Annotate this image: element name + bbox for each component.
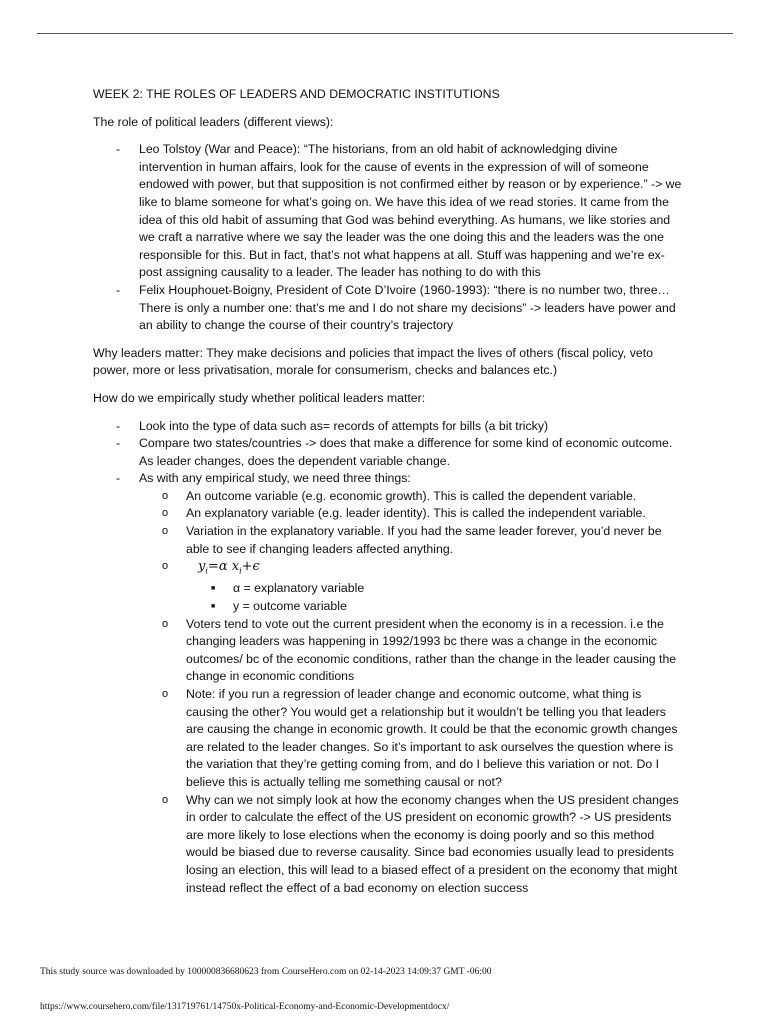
method-compare-states: - Compare two states/countries -> does that make a difference for some kind of economic outcome. As leader changes, does the dependent variable change. bbox=[93, 435, 683, 470]
voters-note: o Voters tend to vote out the current president when the economy is in a recession. i.e the changing leaders was happening in 1992/1993 bc there was a change in the economic outcomes/ bc of the economic conditions, rather than the change in the leader causing the change in economic conditions bbox=[139, 616, 683, 686]
formula-item bbox=[139, 558, 683, 615]
document-body bbox=[93, 86, 683, 907]
download-notice: This study source was downloaded by 100000836680623 from CourseHero.com on 02-14-2023 14:09:37 GMT -06:00 bbox=[40, 967, 492, 977]
views-list bbox=[93, 141, 683, 335]
intro-paragraph: The role of political leaders (different views): bbox=[93, 114, 334, 129]
regression-formula bbox=[186, 559, 260, 574]
explanatory-variable-item: o An explanatory variable (e.g. leader identity). This is called the independent variable. bbox=[139, 505, 683, 523]
outcome-variable-item: o An outcome variable (e.g. economic growth). This is called the dependent variable. bbox=[139, 488, 683, 506]
regression-note: o Note: if you run a regression of leader change and economic outcome, what thing is causing the other? You would get a relationship but it wouldn’t be telling you that leaders are causing the change in economic growth. It could be that the economic growth changes are related to the leader changes. So it’s important to ask ourselves the question where is the variation that they’re getting coming from, and do I believe this variation or not. Do I believe this is actually telling me something causal or not? bbox=[139, 686, 683, 792]
variation-item: o Variation in the explanatory variable. If you had the same leader forever, you’d never be able to see if changing leaders affected anything. bbox=[139, 523, 683, 558]
formula-alpha-x: =α x bbox=[207, 559, 240, 575]
why-leaders-matter: Why leaders matter: They make decisions and policies that impact the lives of others (fiscal policy, veto power, more or less privatisation, morale for consumerism, checks and balances etc.) bbox=[93, 345, 653, 378]
y-definition: ■ y = outcome variable bbox=[186, 598, 683, 616]
method-three-things bbox=[93, 470, 683, 897]
method-data-records: - Look into the type of data such as= records of attempts for bills (a bit tricky) bbox=[93, 418, 683, 436]
formula-epsilon: +ϵ bbox=[241, 559, 260, 575]
us-president-note: o Why can we not simply look at how the economy changes when the US president changes in order to calculate the effect of the US president on economic growth? -> US presidents are more likely to lose elections when the economy is doing poorly and so this method would be biased due to reverse causality. Since bad economies usually lead to presidents losing an election, this will lead to a biased effect of a president on the economy that might instead reflect the effect of a bad economy on election success bbox=[139, 792, 683, 898]
view-houphouet-boigny: - Felix Houphouet-Boigny, President of Cote D’Ivoire (1960-1993): “there is no number two, three…There is only a number one: that’s me and I do not share my decisions” -> leaders have power and an ability to change the course of their country’s trajectory bbox=[93, 282, 683, 335]
formula-y: y bbox=[198, 559, 206, 575]
document-title: WEEK 2: THE ROLES OF LEADERS AND DEMOCRATIC INSTITUTIONS bbox=[93, 87, 500, 101]
source-url[interactable]: https://www.coursehero.com/file/131719761/14750x-Political-Economy-and-Economic-Developmentdocx/ bbox=[40, 1002, 450, 1012]
formula-definitions bbox=[186, 580, 683, 615]
alpha-definition: ■ α = explanatory variable bbox=[186, 580, 683, 598]
methods-list bbox=[93, 418, 683, 898]
formula-y-subscript: i bbox=[205, 566, 208, 576]
three-things-list bbox=[139, 488, 683, 897]
header-rule bbox=[37, 33, 733, 34]
formula-x-subscript: i bbox=[239, 566, 242, 576]
view-tolstoy: - Leo Tolstoy (War and Peace): “The historians, from an old habit of acknowledging divine intervention in human affairs, look for the cause of events in the expression of will of someone endowed with power, but that supposition is not confirmed either by reason or by experience.” -> we like to blame someone for what’s going on. We have this idea of we read stories. It came from the idea of this old habit of assuming that God was behind everything. As humans, we like stories and we craft a narrative where we say the leader was the one doing this and the leaders was the one responsible for this. But in fact, that’s not what happens at all. Stuff was happening and we’re ex-post assigning causality to a leader. The leader has nothing to do with this bbox=[93, 141, 683, 282]
how-to-study: How do we empirically study whether political leaders matter: bbox=[93, 390, 426, 405]
three-things-intro: As with any empirical study, we need three things: bbox=[139, 471, 411, 486]
